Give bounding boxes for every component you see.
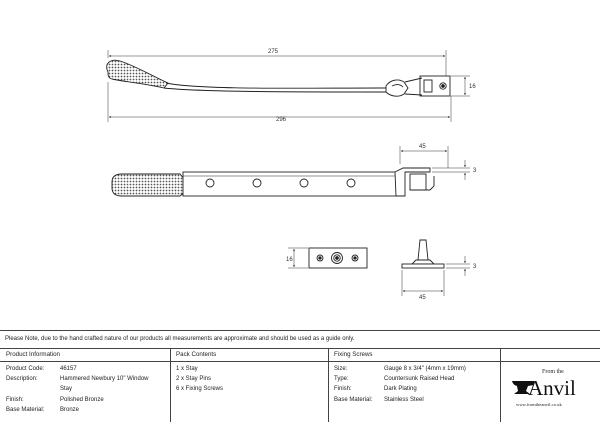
from-the-anvil-logo <box>508 364 598 414</box>
row-value: Stainless Steel <box>384 397 424 403</box>
row-label: Description: <box>6 376 38 382</box>
row-value: Gauge 8 x 3/4" (4mm x 19mm) <box>384 366 466 372</box>
row-value: Stay <box>60 386 73 392</box>
stay-hole <box>347 179 355 187</box>
row-label: Type: <box>334 376 349 382</box>
sheet-section-rule <box>0 348 600 349</box>
pack-item: 6 x Fixing Screws <box>176 386 224 392</box>
row-value: Dark Plating <box>384 386 417 392</box>
dimension-16-end <box>451 76 470 96</box>
pack-contents-title: Pack Contents <box>176 351 217 358</box>
row-label: Finish: <box>6 397 24 403</box>
row-label: Base Material: <box>6 407 45 413</box>
stay-hole <box>206 179 214 187</box>
row-value: Hammered Newbury 10" Window <box>60 376 149 382</box>
logo-website: www.fromtheanvil.co.uk <box>516 402 562 407</box>
dimension-label-16-plate: 16 <box>286 257 293 263</box>
pivot-eye-top <box>386 80 408 96</box>
sheet-top-rule <box>0 330 600 331</box>
pack-item: 1 x Stay <box>176 366 198 372</box>
dimension-label-275: 275 <box>268 49 279 55</box>
row-value: Bronze <box>60 407 80 413</box>
stay-side-view <box>112 168 434 196</box>
stay-pin-side <box>402 240 444 268</box>
fixing-screws-title: Fixing Screws <box>334 351 373 358</box>
dimension-label-45-bottom: 45 <box>419 295 426 301</box>
dimension-label-16-end: 16 <box>469 84 476 90</box>
column-divider <box>500 348 501 422</box>
dimension-label-296: 296 <box>276 117 287 123</box>
row-value: Countersunk Raised Head <box>384 376 455 382</box>
dimension-3-bottom <box>446 256 470 276</box>
row-value: 46157 <box>60 366 77 372</box>
row-label: Product Code: <box>6 366 45 372</box>
header-underline <box>0 361 600 362</box>
dimension-label-3-top: 3 <box>473 168 477 174</box>
stay-arm-top <box>164 83 398 92</box>
product-info-title: Product Information <box>6 351 60 358</box>
hammered-handle-top <box>107 60 168 88</box>
dimension-label-45-top: 45 <box>419 144 426 150</box>
column-divider <box>328 348 329 422</box>
measurement-note: Please Note, due to the hand crafted nature of our products all measurements are approximate and should be used as a guide only. <box>5 336 355 342</box>
stay-hole <box>300 179 308 187</box>
stay-hole <box>253 179 261 187</box>
stay-bar-side <box>183 172 403 196</box>
dimension-label-3-bottom: 3 <box>473 264 477 270</box>
pack-item: 2 x Stay Pins <box>176 376 212 382</box>
dimension-45-bottom <box>402 270 444 296</box>
stay-top-view <box>107 60 450 96</box>
hammered-handle-side <box>112 174 185 196</box>
keep-plate-front <box>309 248 367 268</box>
logo-from-the: From the <box>542 369 564 375</box>
row-value: Polished Bronze <box>60 397 104 403</box>
logo-brand: Anvil <box>528 376 576 400</box>
dimension-3-top <box>432 160 470 180</box>
row-label: Finish: <box>334 386 352 392</box>
row-label: Size: <box>334 366 348 372</box>
row-label: Base Material: <box>334 397 373 403</box>
column-divider <box>170 348 171 422</box>
